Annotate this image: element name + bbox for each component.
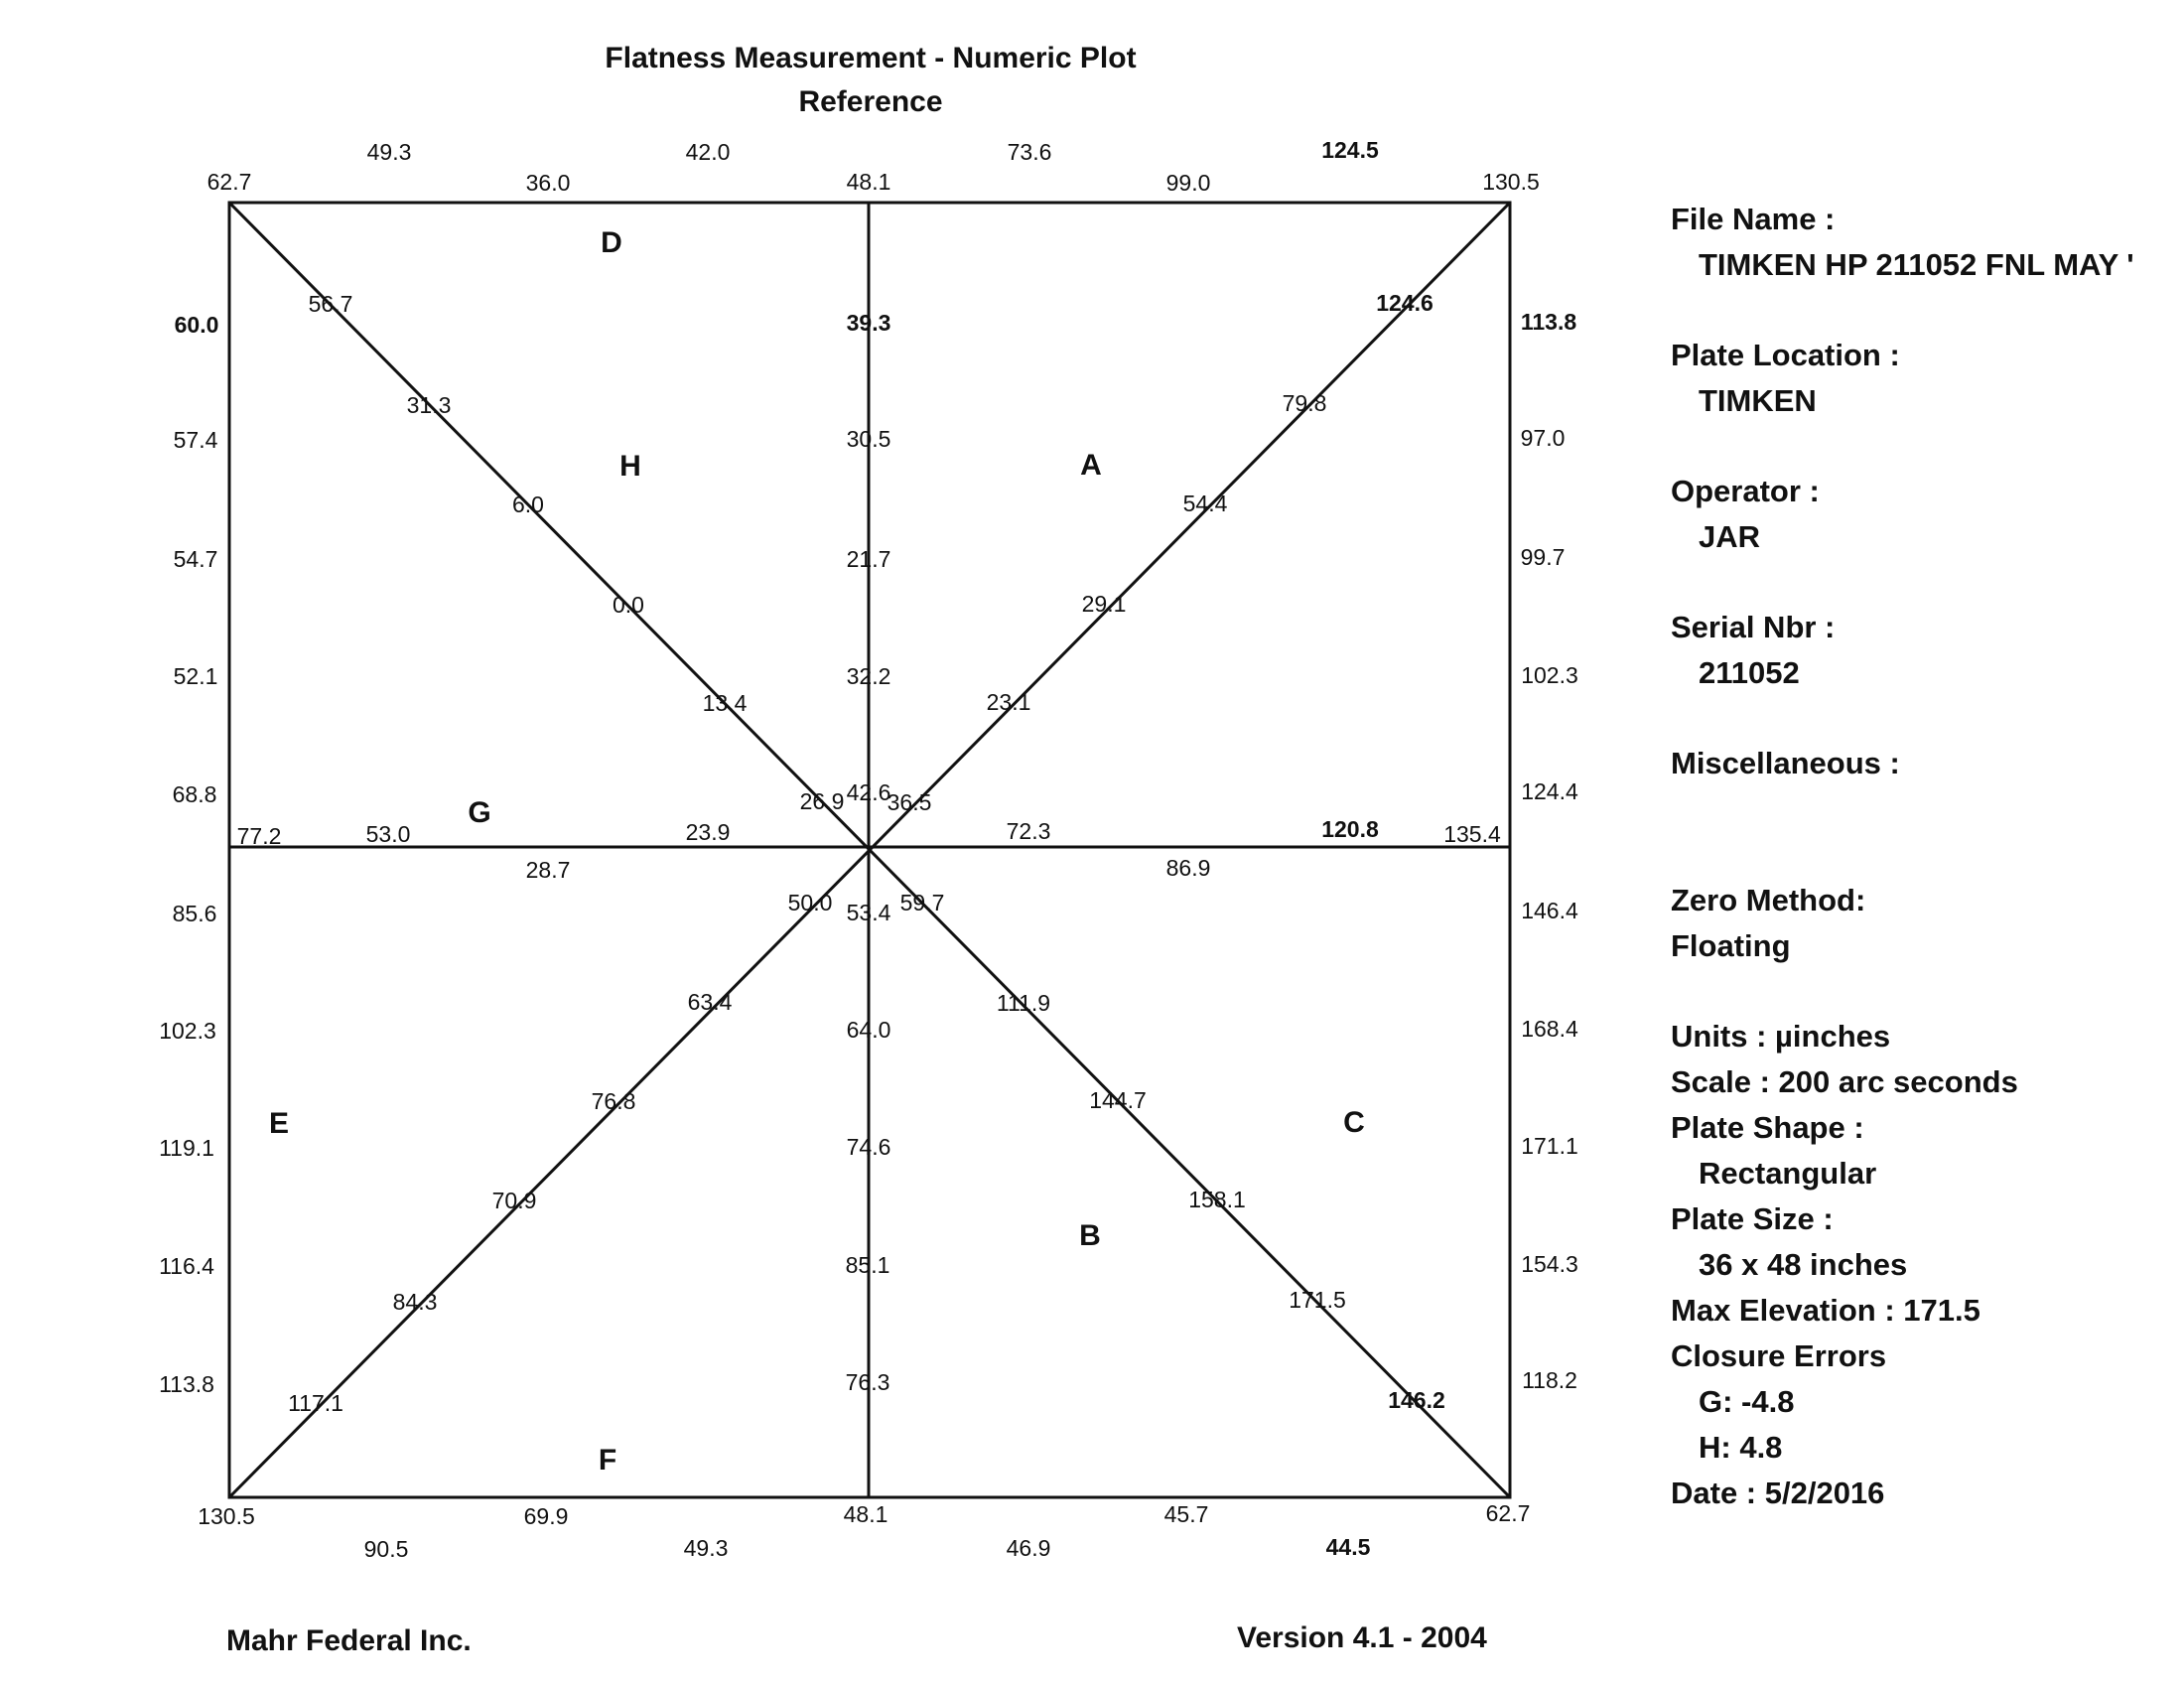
horizontal-center-value: 120.8	[1321, 816, 1379, 842]
bottom-edge-value: 90.5	[363, 1536, 409, 1562]
file-name-label: File Name :	[1671, 202, 1836, 236]
vertical-center-value: 64.0	[846, 1017, 891, 1043]
right-edge-value: 154.3	[1521, 1251, 1578, 1277]
corner-mid-right: 135.4	[1443, 821, 1501, 847]
scale-line: Scale : 200 arc seconds	[1671, 1064, 2018, 1099]
diagonal-tr-bl-value: 50.0	[787, 890, 833, 915]
right-edge-value: 124.4	[1521, 778, 1578, 804]
section-label-e: E	[268, 1107, 290, 1140]
left-edge-value: 68.8	[172, 781, 217, 807]
vertical-center-value: 39.3	[846, 310, 891, 336]
diagonal-tl-br-value: 13.4	[702, 690, 748, 716]
diagonal-tr-bl-value: 29.1	[1081, 591, 1127, 617]
section-label-h: H	[619, 450, 641, 483]
left-edge-value: 54.7	[173, 546, 218, 572]
plot-subtitle: Reference	[798, 85, 943, 118]
measurement-info-panel	[1671, 197, 2177, 1516]
plate-shape-value: Rectangular	[1699, 1156, 1877, 1191]
diagonal-tl-br-value: 26.9	[799, 788, 845, 814]
corner-top-left: 62.7	[206, 169, 252, 195]
plot-title: Flatness Measurement - Numeric Plot	[605, 42, 1137, 74]
left-edge-value: 52.1	[173, 663, 218, 689]
plate-size-value: 36 x 48 inches	[1699, 1247, 1908, 1282]
diagonal-tl-br-value: 144.7	[1089, 1087, 1147, 1113]
section-label-b: B	[1079, 1219, 1101, 1252]
closure-errors-label: Closure Errors	[1671, 1338, 1887, 1373]
top-edge-value: 49.3	[366, 139, 412, 165]
top-edge-value: 99.0	[1165, 170, 1211, 196]
zero-method-label: Zero Method:	[1671, 883, 1866, 917]
corner-mid-left: 77.2	[236, 823, 282, 849]
section-label-a: A	[1080, 449, 1102, 482]
closure-error-g: G: -4.8	[1699, 1384, 1795, 1419]
right-edge-value: 97.0	[1520, 425, 1566, 451]
top-edge-value: 36.0	[525, 170, 571, 196]
diagonal-tl-br-value: 31.3	[406, 392, 452, 418]
vertical-center-value: 32.2	[846, 663, 891, 689]
diagonal-tl-br-value: 0.0	[613, 592, 644, 618]
left-edge-value: 102.3	[159, 1018, 216, 1044]
bottom-edge-value: 46.9	[1006, 1535, 1051, 1561]
diagonal-tr-bl-value: 79.8	[1282, 390, 1327, 416]
vertical-center-value: 74.6	[846, 1134, 891, 1160]
vertical-center-value: 42.6	[846, 779, 891, 805]
max-elevation-line: Max Elevation : 171.5	[1671, 1293, 1980, 1328]
left-edge-value: 85.6	[172, 901, 217, 926]
diagonal-tl-br-value: 146.2	[1388, 1387, 1445, 1413]
serial-label: Serial Nbr :	[1671, 610, 1836, 644]
horizontal-center-value: 23.9	[685, 819, 731, 845]
company-name: Mahr Federal Inc.	[226, 1624, 472, 1657]
diagonal-tr-bl-value: 124.6	[1376, 290, 1433, 316]
vertical-center-value: 85.1	[845, 1252, 890, 1278]
top-edge-value: 73.6	[1007, 139, 1052, 165]
corner-bottom-right: 62.7	[1485, 1500, 1531, 1526]
diagonal-tr-bl-value: 23.1	[986, 689, 1031, 715]
section-label-g: G	[468, 796, 491, 829]
bottom-edge-value: 69.9	[523, 1503, 569, 1529]
horizontal-center-value: 53.0	[365, 821, 411, 847]
serial-value: 211052	[1699, 655, 1800, 690]
right-edge-value: 171.1	[1521, 1133, 1578, 1159]
bottom-edge-value: 44.5	[1325, 1534, 1371, 1560]
diagonal-tr-bl-value: 84.3	[392, 1289, 438, 1315]
left-edge-value: 113.8	[159, 1371, 214, 1397]
left-edge-value: 57.4	[173, 427, 218, 453]
diagonal-tr-bl-value: 54.4	[1182, 491, 1228, 516]
right-edge-value: 146.4	[1521, 898, 1578, 923]
zero-method-value: Floating	[1671, 928, 1791, 963]
vertical-center-value: 53.4	[846, 900, 891, 925]
section-label-c: C	[1343, 1106, 1365, 1139]
bottom-edge-value: 45.7	[1163, 1501, 1209, 1527]
diagonal-tl-br-value: 158.1	[1188, 1187, 1246, 1212]
vertical-center-value: 76.3	[845, 1369, 890, 1395]
right-edge-value: 102.3	[1521, 662, 1578, 688]
right-edge-value: 113.8	[1520, 309, 1577, 335]
diagonal-tl-br-value: 6.0	[512, 492, 544, 517]
right-edge-value: 168.4	[1521, 1016, 1578, 1042]
diagonal-tl-br-value: 59.7	[899, 890, 945, 915]
diagonal-tr-bl-value: 36.5	[887, 789, 932, 815]
corner-top-right: 130.5	[1482, 169, 1540, 195]
top-edge-value: 124.5	[1321, 137, 1379, 163]
version-label: Version 4.1 - 2004	[1237, 1621, 1487, 1654]
vertical-center-value: 21.7	[846, 546, 891, 572]
operator-value: JAR	[1699, 519, 1761, 554]
plate-location-label: Plate Location :	[1671, 338, 1900, 372]
horizontal-center-value: 86.9	[1165, 855, 1211, 881]
corner-bottom-left: 130.5	[198, 1503, 255, 1529]
operator-label: Operator :	[1671, 474, 1820, 508]
diagonal-tl-br-value: 111.9	[996, 990, 1051, 1016]
plate-size-label: Plate Size :	[1671, 1201, 1834, 1236]
units-line: Units : µinches	[1671, 1019, 1891, 1054]
right-edge-value: 99.7	[1520, 544, 1566, 570]
top-edge-value: 42.0	[685, 139, 731, 165]
plate-shape-label: Plate Shape :	[1671, 1110, 1864, 1145]
file-name-value: TIMKEN HP 211052 FNL MAY '	[1699, 247, 2134, 282]
bottom-edge-value: 49.3	[683, 1535, 729, 1561]
horizontal-center-value: 28.7	[525, 857, 571, 883]
left-edge-value: 60.0	[174, 312, 219, 338]
left-edge-value: 116.4	[159, 1253, 214, 1279]
diagonal-tr-bl-value: 70.9	[491, 1188, 537, 1213]
section-label-f: F	[598, 1444, 617, 1477]
diagonal-tr-bl-value: 63.4	[687, 989, 733, 1015]
plate-location-value: TIMKEN	[1699, 383, 1817, 418]
horizontal-center-value: 72.3	[1006, 818, 1051, 844]
diagonal-tl-br-value: 56.7	[308, 291, 353, 317]
diagonal-tl-br-value: 171.5	[1289, 1287, 1346, 1313]
corner-bottom-mid: 48.1	[843, 1501, 888, 1527]
closure-error-h: H: 4.8	[1699, 1430, 1783, 1465]
diagonal-tr-bl-value: 76.8	[591, 1088, 636, 1114]
right-edge-value: 118.2	[1522, 1367, 1577, 1393]
section-label-d: D	[601, 226, 622, 259]
left-edge-value: 119.1	[159, 1135, 214, 1161]
date-line: Date : 5/2/2016	[1671, 1476, 1885, 1510]
diagonal-tr-bl-value: 117.1	[288, 1390, 343, 1416]
vertical-center-value: 30.5	[846, 426, 891, 452]
miscellaneous-label: Miscellaneous :	[1671, 746, 1900, 780]
corner-top-mid: 48.1	[846, 169, 891, 195]
